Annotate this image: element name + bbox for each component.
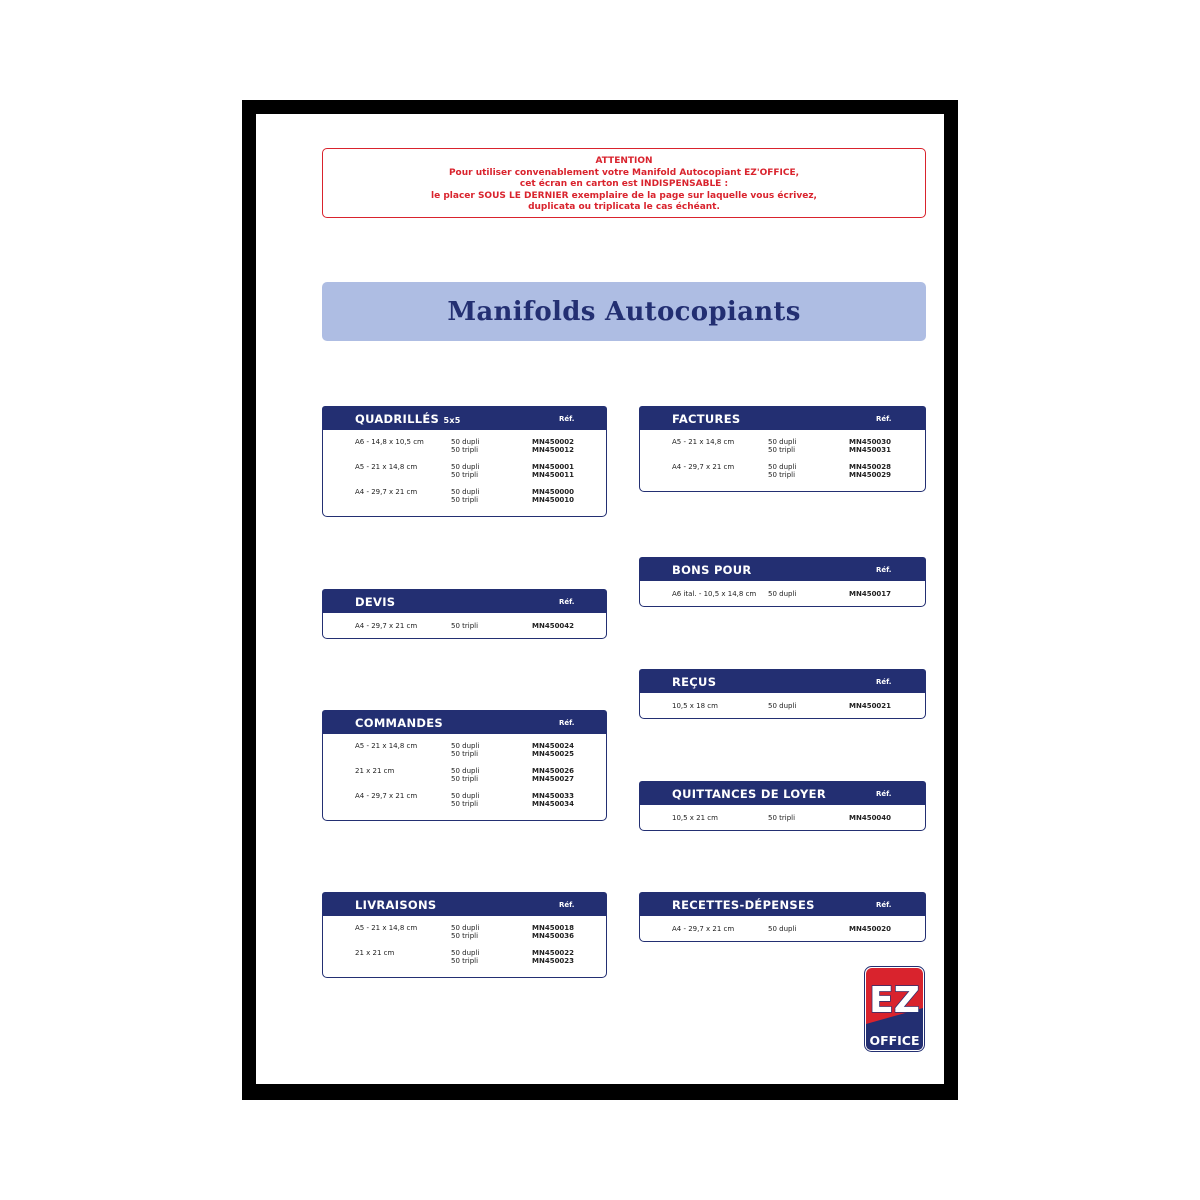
product-format: A5 - 21 x 14,8 cm (672, 438, 735, 446)
card-quittances (639, 781, 926, 831)
product-reference (532, 742, 574, 758)
product-format: A5 - 21 x 14,8 cm (355, 924, 418, 932)
product-format: A5 - 21 x 14,8 cm (355, 463, 418, 471)
reference-code: MN450031 (849, 446, 892, 454)
card-title: QUITTANCES DE LOYER (672, 787, 826, 801)
product-row (323, 922, 606, 947)
product-quantity (451, 742, 479, 758)
card-factures (639, 406, 926, 492)
product-row (640, 811, 925, 825)
card-title: BONS POUR (672, 563, 752, 577)
quantity-line: 50 dupli (451, 949, 480, 957)
product-row (640, 699, 925, 713)
product-quantity (451, 438, 479, 454)
card-header (322, 406, 607, 430)
quantity-line: 50 tripli (451, 750, 479, 758)
product-reference (532, 767, 574, 783)
reference-code: MN450020 (849, 925, 892, 933)
product-quantity (768, 702, 796, 710)
quantity-line: 50 tripli (451, 957, 479, 965)
card-header (639, 557, 926, 581)
ref-label: Réf. (559, 598, 575, 606)
reference-code: MN450025 (532, 750, 575, 758)
reference-code: MN450001 (532, 463, 575, 471)
quantity-line: 50 tripli (451, 775, 479, 783)
product-format: A6 ital. - 10,5 x 14,8 cm (672, 590, 757, 598)
product-format: A4 - 29,7 x 21 cm (672, 925, 735, 933)
product-row (323, 740, 606, 765)
product-quantity (768, 590, 796, 598)
reference-code: MN450023 (532, 957, 575, 965)
product-format: A4 - 29,7 x 21 cm (672, 463, 735, 471)
reference-code: MN450017 (849, 590, 892, 598)
card-body (640, 430, 925, 491)
card-header (639, 406, 926, 430)
product-row (640, 461, 925, 486)
product-format: A4 - 29,7 x 21 cm (355, 488, 418, 496)
card-devis (322, 589, 607, 639)
quantity-line: 50 dupli (451, 438, 480, 446)
card-recus (639, 669, 926, 719)
ref-label: Réf. (876, 790, 892, 798)
ez-office-logo (864, 966, 925, 1052)
product-reference (532, 924, 574, 940)
product-format: 21 x 21 cm (355, 767, 395, 775)
ref-label: Réf. (559, 719, 575, 727)
reference-code: MN450027 (532, 775, 575, 783)
quantity-line: 50 dupli (768, 590, 797, 598)
attention-notice (322, 148, 926, 218)
product-reference (532, 463, 574, 479)
product-format: 10,5 x 18 cm (672, 702, 718, 710)
card-body (323, 613, 606, 638)
product-row (640, 587, 925, 601)
product-quantity (768, 925, 796, 933)
ref-label: Réf. (876, 566, 892, 574)
card-body (640, 916, 925, 941)
attention-line: le placer SOUS LE DERNIER exemplaire de la page sur laquelle vous écrivez, (431, 190, 817, 201)
product-row (323, 619, 606, 633)
quantity-line: 50 dupli (451, 742, 480, 750)
product-reference (849, 590, 891, 598)
reference-code: MN450042 (532, 622, 575, 630)
product-reference (532, 438, 574, 454)
product-row (640, 922, 925, 936)
product-format: 21 x 21 cm (355, 949, 395, 957)
product-format: A6 - 14,8 x 10,5 cm (355, 438, 424, 446)
reference-code: MN450033 (532, 792, 575, 800)
product-format: A5 - 21 x 14,8 cm (355, 742, 418, 750)
quantity-line: 50 tripli (451, 471, 479, 479)
card-title: LIVRAISONS (355, 898, 437, 912)
product-reference (849, 702, 891, 710)
reference-code: MN450029 (849, 471, 892, 479)
quantity-line: 50 dupli (451, 792, 480, 800)
reference-code: MN450028 (849, 463, 892, 471)
reference-code: MN450040 (849, 814, 892, 822)
reference-code: MN450026 (532, 767, 575, 775)
product-row (323, 486, 606, 511)
card-title: QUADRILLÉS 5x5 (355, 412, 461, 426)
card-recettes (639, 892, 926, 942)
ref-label: Réf. (559, 901, 575, 909)
quantity-line: 50 tripli (768, 814, 796, 822)
ref-label: Réf. (876, 415, 892, 423)
quantity-line: 50 tripli (768, 471, 796, 479)
reference-code: MN450030 (849, 438, 892, 446)
reference-code: MN450036 (532, 932, 575, 940)
card-header (322, 892, 607, 916)
reference-code: MN450000 (532, 488, 575, 496)
product-quantity (451, 488, 479, 504)
quantity-line: 50 tripli (451, 932, 479, 940)
product-quantity (768, 438, 796, 454)
ref-label: Réf. (559, 415, 575, 423)
card-title: COMMANDES (355, 716, 444, 730)
quantity-line: 50 dupli (768, 438, 797, 446)
product-quantity (451, 463, 479, 479)
quantity-line: 50 tripli (451, 446, 479, 454)
quantity-line: 50 dupli (768, 463, 797, 471)
product-quantity (451, 622, 478, 630)
quantity-line: 50 dupli (451, 767, 480, 775)
card-body (323, 916, 606, 977)
product-quantity (451, 767, 479, 783)
reference-code: MN450021 (849, 702, 892, 710)
product-quantity (451, 924, 479, 940)
quantity-line: 50 tripli (451, 800, 479, 808)
attention-line: cet écran en carton est INDISPENSABLE : (519, 179, 729, 189)
product-format: A4 - 29,7 x 21 cm (355, 792, 418, 800)
quantity-line: 50 dupli (451, 463, 480, 471)
ref-label: Réf. (876, 901, 892, 909)
card-title: REÇUS (672, 675, 717, 689)
card-title: FACTURES (672, 412, 741, 426)
product-row (323, 765, 606, 790)
product-reference (532, 949, 574, 965)
product-reference (849, 925, 891, 933)
logo-office-text: OFFICE (869, 1033, 920, 1048)
product-row (323, 461, 606, 486)
attention-line: Pour utiliser convenablement votre Manifold Autocopiant EZ'OFFICE, (448, 167, 800, 178)
product-quantity (768, 463, 796, 479)
reference-code: MN450018 (532, 924, 575, 932)
card-header (322, 589, 607, 613)
product-reference (532, 622, 574, 630)
quantity-line: 50 tripli (451, 622, 479, 630)
card-livraisons (322, 892, 607, 978)
card-title: RECETTES-DÉPENSES (672, 898, 815, 912)
quantity-line: 50 dupli (451, 924, 480, 932)
product-format: 10,5 x 21 cm (672, 814, 718, 822)
product-row (323, 436, 606, 461)
card-body (640, 805, 925, 830)
quantity-line: 50 tripli (768, 446, 796, 454)
reference-code: MN450012 (532, 446, 575, 454)
reference-code: MN450010 (532, 496, 575, 504)
reference-code: MN450024 (532, 742, 575, 750)
logo-ez-text: EZ (869, 980, 920, 1021)
reference-code: MN450022 (532, 949, 575, 957)
card-body (323, 734, 606, 820)
product-row (323, 947, 606, 972)
card-header (639, 669, 926, 693)
card-quadrilles (322, 406, 607, 517)
attention-heading: ATTENTION (595, 156, 653, 166)
product-reference (849, 463, 891, 479)
reference-code: MN450002 (532, 438, 575, 446)
card-header (322, 710, 607, 734)
product-reference (532, 488, 574, 504)
page-title: Manifolds Autocopiants (447, 296, 801, 327)
product-row (640, 436, 925, 461)
card-body (640, 693, 925, 718)
card-header (639, 781, 926, 805)
reference-code: MN450011 (532, 471, 575, 479)
product-reference (849, 814, 891, 822)
product-row (323, 790, 606, 815)
product-reference (849, 438, 891, 454)
quantity-line: 50 dupli (451, 488, 480, 496)
quantity-line: 50 tripli (451, 496, 479, 504)
product-quantity (768, 814, 795, 822)
card-body (640, 581, 925, 606)
ref-label: Réf. (876, 678, 892, 686)
ez-office-logo-mark (864, 966, 925, 1052)
quantity-line: 50 dupli (768, 702, 797, 710)
product-reference (532, 792, 574, 808)
quantity-line: 50 dupli (768, 925, 797, 933)
card-title: DEVIS (355, 595, 396, 609)
title-banner (322, 282, 926, 341)
card-commandes (322, 710, 607, 821)
card-header (639, 892, 926, 916)
reference-code: MN450034 (532, 800, 575, 808)
product-quantity (451, 792, 479, 808)
product-quantity (451, 949, 479, 965)
attention-line: duplicata ou triplicata le cas échéant. (528, 202, 720, 212)
card-bons-pour (639, 557, 926, 607)
product-format: A4 - 29,7 x 21 cm (355, 622, 418, 630)
card-body (323, 430, 606, 516)
